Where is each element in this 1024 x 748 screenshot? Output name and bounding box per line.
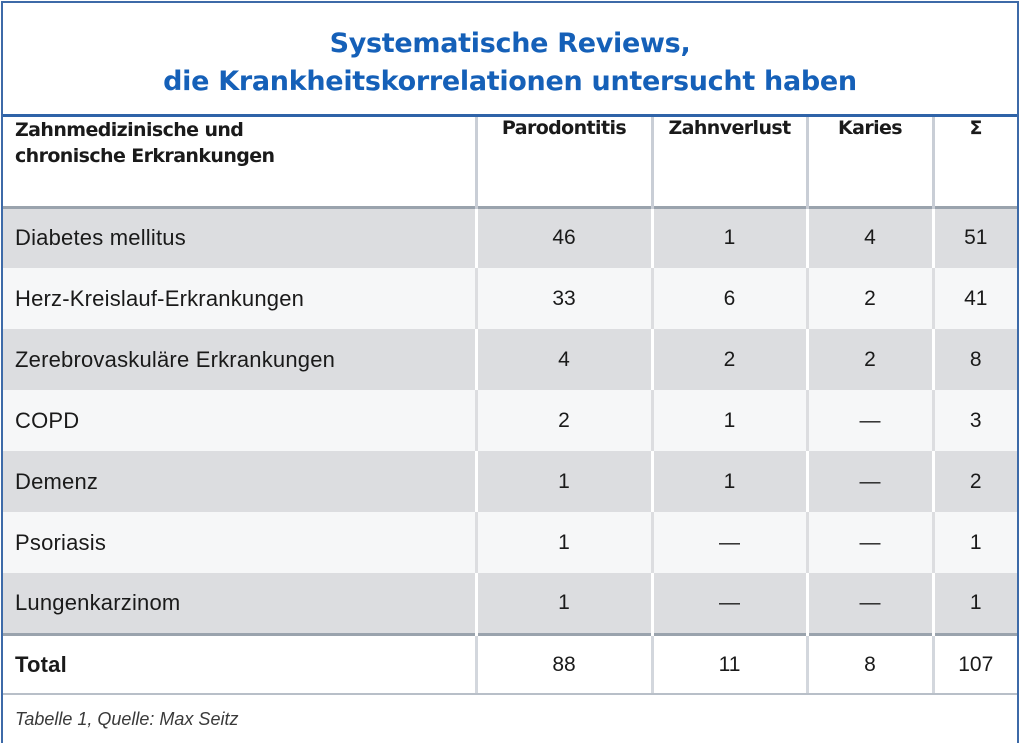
header-parodontitis: Parodontitis [476, 117, 652, 207]
cell-karies: — [807, 390, 933, 451]
header-disease [3, 117, 476, 207]
cell-sum: 1 [933, 573, 1017, 634]
title-line-1: Systematische Reviews, [329, 28, 691, 59]
cell-parodontitis: 1 [476, 573, 652, 634]
header-row [3, 117, 1017, 207]
cell-parodontitis: 46 [476, 207, 652, 268]
cell-sum: 2 [933, 451, 1017, 512]
cell-sum: 1 [933, 512, 1017, 573]
cell-zahnverlust: — [652, 512, 807, 573]
cell-zahnverlust: 1 [652, 451, 807, 512]
cell-parodontitis: 1 [476, 512, 652, 573]
row-label: Demenz [15, 468, 99, 494]
row-label: Zerebrovaskuläre Erkrankungen [15, 346, 336, 372]
table-row [3, 512, 1017, 573]
table-title [3, 3, 1017, 101]
table-row [3, 207, 1017, 268]
header-disease-line-1: Zahnmedizinische und [15, 119, 244, 141]
table-row [3, 390, 1017, 451]
header-zahnverlust: Zahnverlust [652, 117, 807, 207]
cell-karies: 2 [807, 329, 933, 390]
cell-karies: 2 [807, 268, 933, 329]
cell-karies: — [807, 451, 933, 512]
total-zahnverlust: 11 [652, 634, 807, 694]
total-parodontitis: 88 [476, 634, 652, 694]
cell-karies: — [807, 573, 933, 634]
table-row [3, 573, 1017, 634]
table-title-box [3, 3, 1017, 117]
cell-sum: 3 [933, 390, 1017, 451]
header-sum: Σ [933, 117, 1017, 207]
table-row [3, 329, 1017, 390]
cell-zahnverlust: 1 [652, 390, 807, 451]
cell-zahnverlust: 1 [652, 207, 807, 268]
table-row [3, 451, 1017, 512]
row-label: COPD [15, 407, 80, 433]
total-sum: 107 [933, 634, 1017, 694]
row-label: Diabetes mellitus [3, 207, 476, 268]
header-disease-line-2: chronische Erkrankungen [15, 145, 275, 167]
title-line-2: die Krankheitskorrelationen untersucht haben [163, 66, 857, 97]
cell-parodontitis: 2 [476, 390, 652, 451]
table-caption-box [3, 693, 1017, 743]
cell-sum: 41 [933, 268, 1017, 329]
table-frame [1, 1, 1019, 743]
header-karies: Karies [807, 117, 933, 207]
data-table [3, 117, 1017, 694]
row-label: Psoriasis [15, 529, 107, 555]
cell-zahnverlust: 2 [652, 329, 807, 390]
cell-parodontitis: 33 [476, 268, 652, 329]
total-karies: 8 [807, 634, 933, 694]
cell-parodontitis: 4 [476, 329, 652, 390]
row-label: Lungenkarzinom [15, 589, 181, 615]
cell-parodontitis: 1 [476, 451, 652, 512]
table-caption: Tabelle 1, Quelle: Max Seitz [15, 709, 239, 729]
row-label: Herz-Kreislauf-Erkrankungen [15, 285, 305, 311]
cell-karies: 4 [807, 207, 933, 268]
cell-zahnverlust: 6 [652, 268, 807, 329]
cell-sum: 51 [933, 207, 1017, 268]
cell-karies: — [807, 512, 933, 573]
total-label: Total [3, 634, 476, 694]
cell-sum: 8 [933, 329, 1017, 390]
total-row [3, 634, 1017, 694]
cell-zahnverlust: — [652, 573, 807, 634]
table-row [3, 268, 1017, 329]
